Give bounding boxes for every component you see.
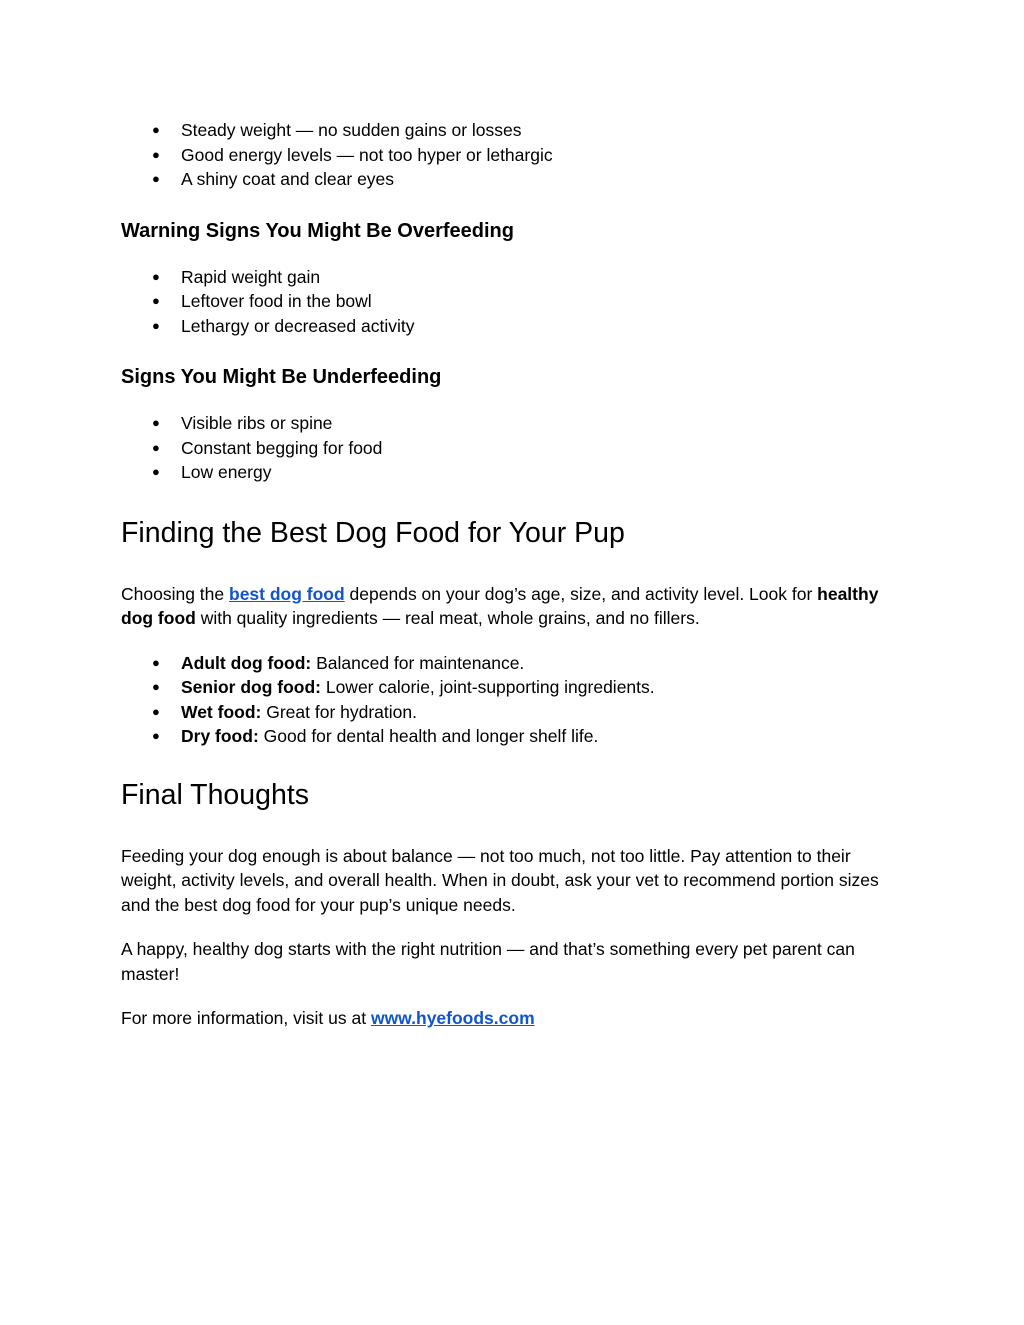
underfeeding-heading: Signs You Might Be Underfeeding — [121, 366, 442, 388]
bullet-icon: ● — [152, 415, 160, 430]
finding-dog-food-heading: Finding the Best Dog Food for Your Pup — [121, 516, 625, 549]
overfeeding-heading: Warning Signs You Might Be Overfeeding — [121, 219, 514, 242]
list-item: ● Good energy levels — not too hyper or lethargic — [121, 143, 901, 168]
bullet-icon: ● — [152, 703, 160, 719]
list-item: ● Adult dog food: Balanced for maintenance. — [121, 651, 901, 676]
healthy-signs-list — [121, 118, 901, 192]
overfeeding-list — [121, 265, 901, 339]
dog-food-types-list — [121, 651, 901, 749]
choosing-paragraph: Choosing the best dog food depends on your dog’s age, size, and activity level. Look for healthy dog food with quality ingredients — real meat, whole grains, and no fillers. — [121, 583, 879, 628]
document-page — [121, 118, 901, 1031]
happy-dog-paragraph: A happy, healthy dog starts with the right nutrition — and that’s something every pet parent can master! — [121, 939, 855, 984]
list-item: ● Lethargy or decreased activity — [121, 314, 901, 339]
bullet-icon: ● — [152, 654, 160, 670]
healthy-dog-food-bold: healthy dog food — [121, 583, 879, 628]
list-item: ● Dry food: Good for dental health and longer shelf life. — [121, 724, 901, 749]
list-item: ● Steady weight — no sudden gains or losses — [121, 118, 901, 143]
bullet-icon: ● — [152, 122, 160, 137]
list-item: ● Leftover food in the bowl — [121, 289, 901, 314]
list-item: ● Wet food: Great for hydration. — [121, 700, 901, 725]
bullet-icon: ● — [152, 171, 160, 186]
list-item: ● A shiny coat and clear eyes — [121, 167, 901, 192]
bullet-icon: ● — [152, 317, 160, 333]
best-dog-food-link[interactable]: best dog food — [229, 583, 345, 604]
more-info-paragraph: For more information, visit us at www.hyefoods.com — [121, 1008, 535, 1028]
bullet-icon: ● — [152, 464, 160, 479]
bullet-icon: ● — [152, 268, 160, 284]
underfeeding-list — [121, 411, 901, 485]
bullet-icon: ● — [152, 728, 160, 743]
hyefoods-website-link[interactable]: www.hyefoods.com — [370, 1008, 535, 1028]
bullet-icon: ● — [152, 439, 160, 455]
list-item: ● Senior dog food: Lower calorie, joint-supporting ingredients. — [121, 675, 901, 700]
feeding-balance-paragraph: Feeding your dog enough is about balance — not too much, not too little. Pay attention to their weight, activity levels, and overall health. When in doubt, ask your vet to recommend portion sizes and the best dog food for your pup’s unique needs. — [121, 845, 879, 915]
bullet-icon: ● — [152, 293, 160, 308]
list-item: ● Visible ribs or spine — [121, 411, 901, 436]
bullet-icon: ● — [152, 679, 160, 694]
final-thoughts-heading: Final Thoughts — [121, 778, 310, 811]
list-item: ● Low energy — [121, 460, 901, 485]
list-item: ● Constant begging for food — [121, 436, 901, 461]
bullet-icon: ● — [152, 146, 160, 162]
list-item: ● Rapid weight gain — [121, 265, 901, 290]
